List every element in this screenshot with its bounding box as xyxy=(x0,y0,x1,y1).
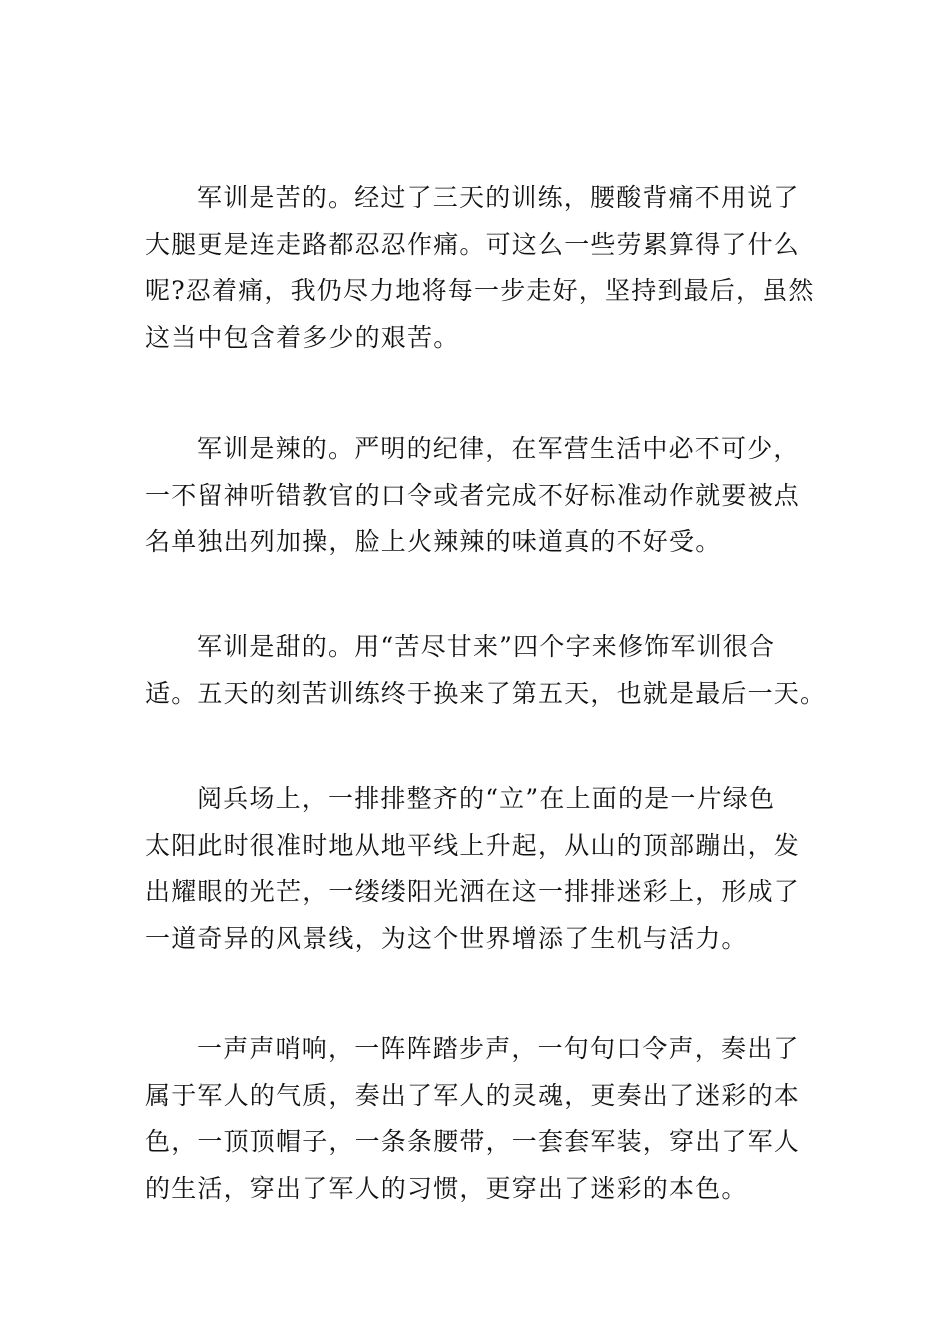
paragraph-line: 呢?忍着痛，我仍尽力地将每一步走好，坚持到最后，虽然 xyxy=(145,276,815,306)
paragraph-line: 适。五天的刻苦训练终于换来了第五天，也就是最后一天。 xyxy=(145,678,827,708)
paragraph-line: 属于军人的气质，奏出了军人的灵魂，更奏出了迷彩的本 xyxy=(145,1080,801,1110)
paragraph-line: 一不留神听错教官的口令或者完成不好标准动作就要被点 xyxy=(145,480,801,510)
paragraph-line: 出耀眼的光芒，一缕缕阳光洒在这一排排迷彩上，形成了 xyxy=(145,877,801,907)
paragraph-parade-ground xyxy=(145,776,810,963)
paragraph-spicy xyxy=(145,426,810,566)
paragraph-military-spirit xyxy=(145,1026,810,1213)
paragraph-line: 色，一顶顶帽子，一条条腰带，一套套军装，穿出了军人 xyxy=(145,1127,801,1157)
paragraph-line: 太阳此时很准时地从地平线上升起，从山的顶部蹦出，发 xyxy=(145,830,801,860)
paragraph-line: 这当中包含着多少的艰苦。 xyxy=(145,323,460,353)
paragraph-line: 军训是甜的。用“苦尽甘来”四个字来修饰军训很合 xyxy=(197,632,776,661)
paragraph-line: 军训是辣的。严明的纪律，在军营生活中必不可少， xyxy=(197,434,800,463)
paragraph-line: 名单独出列加操，脸上火辣辣的味道真的不好受。 xyxy=(145,527,722,557)
paragraph-line: 大腿更是连走路都忍忍作痛。可这么一些劳累算得了什么 xyxy=(145,229,801,259)
paragraph-line: 的生活，穿出了军人的习惯，更穿出了迷彩的本色。 xyxy=(145,1174,748,1204)
paragraph-line: 军训是苦的。经过了三天的训练，腰酸背痛不用说了 xyxy=(197,183,800,212)
paragraph-bitter xyxy=(145,175,815,362)
paragraph-line: 一道奇异的风景线，为这个世界增添了生机与活力。 xyxy=(145,924,748,954)
paragraph-line: 一声声哨响，一阵阵踏步声，一句句口令声，奏出了 xyxy=(197,1034,800,1063)
paragraph-sweet xyxy=(145,624,827,717)
paragraph-line: 阅兵场上，一排排整齐的“立”在上面的是一片绿色 xyxy=(197,784,776,813)
